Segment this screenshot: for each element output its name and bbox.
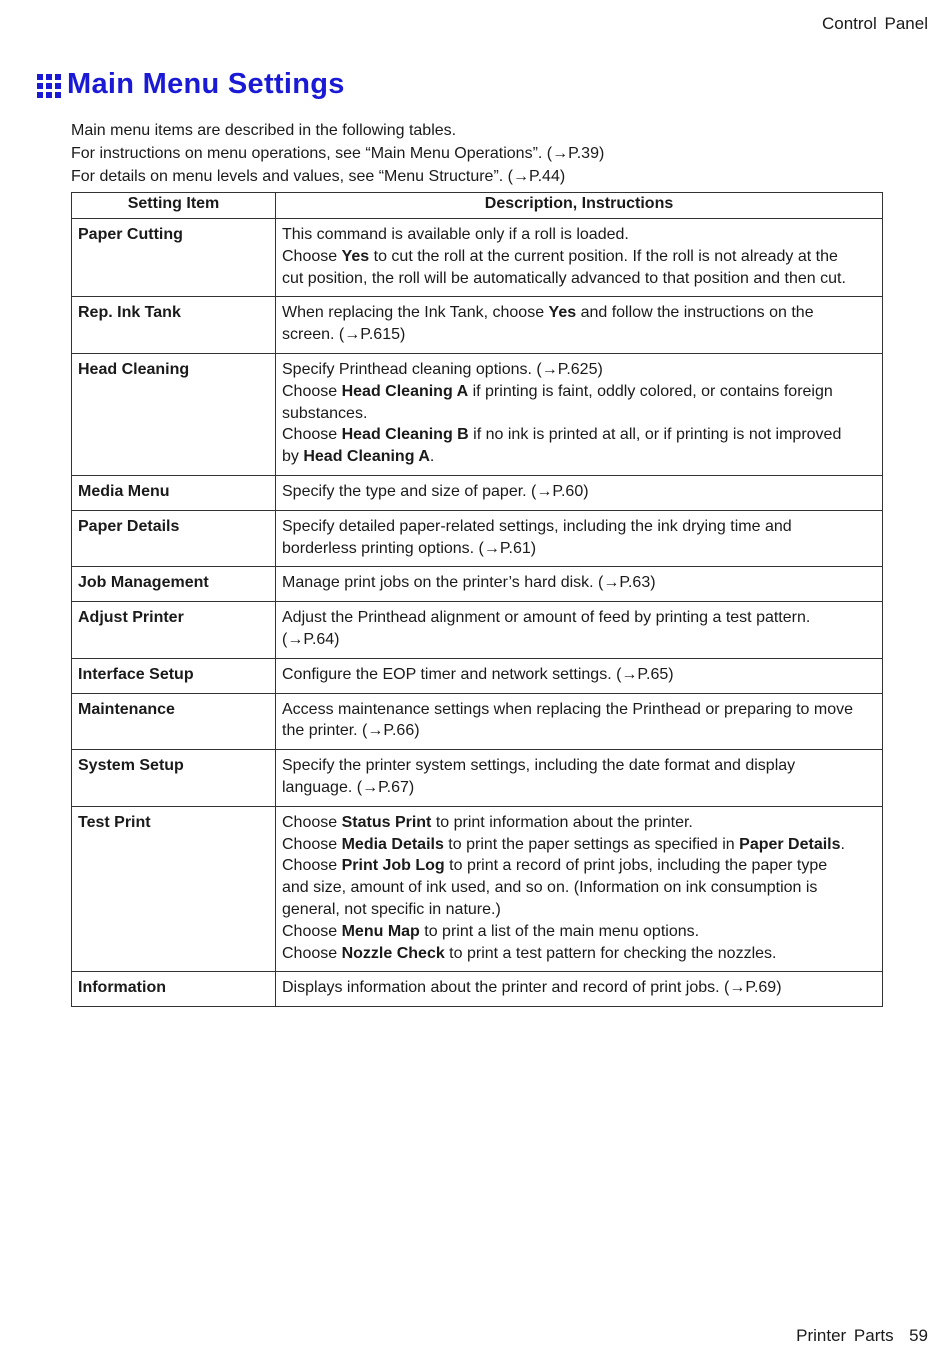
option-name: Head Cleaning B <box>341 426 469 444</box>
description-text: and size, amount of ink used, and so on. (Information on ink consumption is <box>282 879 818 897</box>
intro-line: For details on menu levels and values, see “Menu Structure”. (→P.44) <box>71 168 566 185</box>
description-cell <box>276 510 883 567</box>
table-row <box>72 475 883 510</box>
option-name: Yes <box>548 304 577 322</box>
description-text: if no ink is printed at all, or if printing is not improved <box>468 426 842 444</box>
description-text: borderless printing options. (→P.61) <box>282 539 537 557</box>
description-text: Choose <box>282 857 342 875</box>
setting-item-cell: Adjust Printer <box>72 602 276 659</box>
description-cell <box>276 750 883 807</box>
intro-line: For instructions on menu operations, see “Main Menu Operations”. (→P.39) <box>71 145 605 162</box>
description-line <box>282 381 876 403</box>
settings-table <box>71 192 883 1007</box>
description-text: if printing is faint, oddly colored, or contains foreign <box>468 382 833 400</box>
setting-item-cell: Maintenance <box>72 693 276 750</box>
description-text: . <box>840 835 845 853</box>
description-line <box>282 607 876 629</box>
description-line <box>282 855 876 877</box>
table-row <box>72 353 883 475</box>
description-cell <box>276 806 883 972</box>
setting-item-cell: Media Menu <box>72 475 276 510</box>
description-text: . <box>429 448 435 466</box>
description-text: Manage print jobs on the printer’s hard disk. (→P.63) <box>282 574 656 592</box>
table-row <box>72 602 883 659</box>
setting-item-cell: Rep. Ink Tank <box>72 297 276 354</box>
running-header: Control Panel <box>821 14 928 33</box>
description-text: language. (→P.67) <box>282 778 415 796</box>
option-name: Menu Map <box>341 922 420 940</box>
option-name: Head Cleaning A <box>303 448 430 466</box>
description-text: substances. <box>282 404 368 422</box>
option-name: Yes <box>341 247 370 265</box>
description-line <box>282 538 876 560</box>
grid-icon <box>37 74 61 98</box>
description-text: to print the paper settings as specified in <box>443 835 740 853</box>
description-cell <box>276 972 883 1007</box>
description-line <box>282 516 876 538</box>
description-text: cut position, the roll will be automatically advanced to that position and then cut. <box>282 269 846 287</box>
description-cell <box>276 602 883 659</box>
description-line <box>282 629 876 651</box>
description-line <box>282 246 876 268</box>
setting-item-cell: System Setup <box>72 750 276 807</box>
table-header-row <box>72 193 883 219</box>
option-name: Head Cleaning A <box>341 382 469 400</box>
option-name: Print Job Log <box>341 857 445 875</box>
option-name: Status Print <box>341 813 432 831</box>
description-text: screen. (→P.615) <box>282 326 406 344</box>
description-text: Specify Printhead cleaning options. (→P.625) <box>282 360 603 378</box>
table-row <box>72 567 883 602</box>
description-line <box>282 812 876 834</box>
setting-item-cell: Information <box>72 972 276 1007</box>
description-text: by <box>282 448 304 466</box>
table-row <box>72 806 883 972</box>
setting-item-cell: Test Print <box>72 806 276 972</box>
page-footer <box>796 1326 928 1346</box>
description-line <box>282 302 876 324</box>
description-cell <box>276 693 883 750</box>
description-text: When replacing the Ink Tank, choose <box>282 304 549 322</box>
option-name: Paper Details <box>739 835 841 853</box>
setting-item-cell: Job Management <box>72 567 276 602</box>
description-cell <box>276 297 883 354</box>
table-row <box>72 219 883 297</box>
table-body <box>72 219 883 1007</box>
description-cell <box>276 475 883 510</box>
description-line <box>282 755 876 777</box>
page-number: 59 <box>909 1326 928 1345</box>
description-text: Choose <box>282 922 342 940</box>
description-text: Choose <box>282 944 342 962</box>
table-row <box>72 750 883 807</box>
description-line <box>282 921 876 943</box>
description-text: general, not specific in nature.) <box>282 900 501 918</box>
description-cell <box>276 567 883 602</box>
description-text: Specify detailed paper-related settings, including the ink drying time and <box>282 517 792 535</box>
description-line <box>282 446 876 468</box>
setting-item-cell: Interface Setup <box>72 658 276 693</box>
option-name: Media Details <box>341 835 444 853</box>
intro-text <box>71 119 604 188</box>
description-line <box>282 977 876 999</box>
header-description: Description, Instructions <box>276 193 883 219</box>
header-setting-item: Setting Item <box>72 193 276 219</box>
description-text: to print a list of the main menu options. <box>419 922 700 940</box>
description-line <box>282 877 876 899</box>
description-text: to print a test pattern for checking the nozzles. <box>444 944 777 962</box>
description-text: the printer. (→P.66) <box>282 722 420 740</box>
description-line <box>282 664 876 686</box>
description-text: to print a record of print jobs, including the paper type <box>444 857 828 875</box>
description-cell <box>276 353 883 475</box>
footer-section: Printer Parts <box>796 1326 894 1345</box>
description-line <box>282 720 876 742</box>
description-text: Choose <box>282 813 342 831</box>
setting-item-cell: Head Cleaning <box>72 353 276 475</box>
description-text: to cut the roll at the current position. If the roll is not already at the <box>369 247 838 265</box>
setting-item-cell: Paper Details <box>72 510 276 567</box>
page-title: Main Menu Settings <box>67 68 345 100</box>
description-text: Specify the type and size of paper. (→P.60) <box>282 482 589 500</box>
description-text: (→P.64) <box>282 630 340 648</box>
description-line <box>282 572 876 594</box>
description-line <box>282 359 876 381</box>
description-line <box>282 699 876 721</box>
intro-line: Main menu items are described in the following tables. <box>71 122 457 139</box>
description-line <box>282 777 876 799</box>
description-text: Configure the EOP timer and network settings. (→P.65) <box>282 665 674 683</box>
description-line <box>282 943 876 965</box>
table-row <box>72 510 883 567</box>
description-line <box>282 834 876 856</box>
option-name: Nozzle Check <box>341 944 445 962</box>
description-text: to print information about the printer. <box>431 813 693 831</box>
description-line <box>282 403 876 425</box>
table-row <box>72 693 883 750</box>
description-line <box>282 224 876 246</box>
description-text: Choose <box>282 835 342 853</box>
description-cell <box>276 219 883 297</box>
setting-item-cell: Paper Cutting <box>72 219 276 297</box>
description-line <box>282 268 876 290</box>
description-text: Choose <box>282 382 342 400</box>
table-row <box>72 658 883 693</box>
description-text: Choose <box>282 426 342 444</box>
table-row <box>72 297 883 354</box>
description-text: Access maintenance settings when replacing the Printhead or preparing to move <box>282 700 853 718</box>
description-cell <box>276 658 883 693</box>
table-row <box>72 972 883 1007</box>
description-line <box>282 424 876 446</box>
description-line <box>282 324 876 346</box>
title-block <box>37 68 345 101</box>
description-text: and follow the instructions on the <box>576 304 814 322</box>
description-line <box>282 899 876 921</box>
description-text: Displays information about the printer and record of print jobs. (→P.69) <box>282 979 782 997</box>
description-text: Adjust the Printhead alignment or amount of feed by printing a test pattern. <box>282 609 811 627</box>
description-text: This command is available only if a roll is loaded. <box>282 226 629 243</box>
description-text: Specify the printer system settings, including the date format and display <box>282 757 796 775</box>
description-line <box>282 481 876 503</box>
description-text: Choose <box>282 247 342 265</box>
